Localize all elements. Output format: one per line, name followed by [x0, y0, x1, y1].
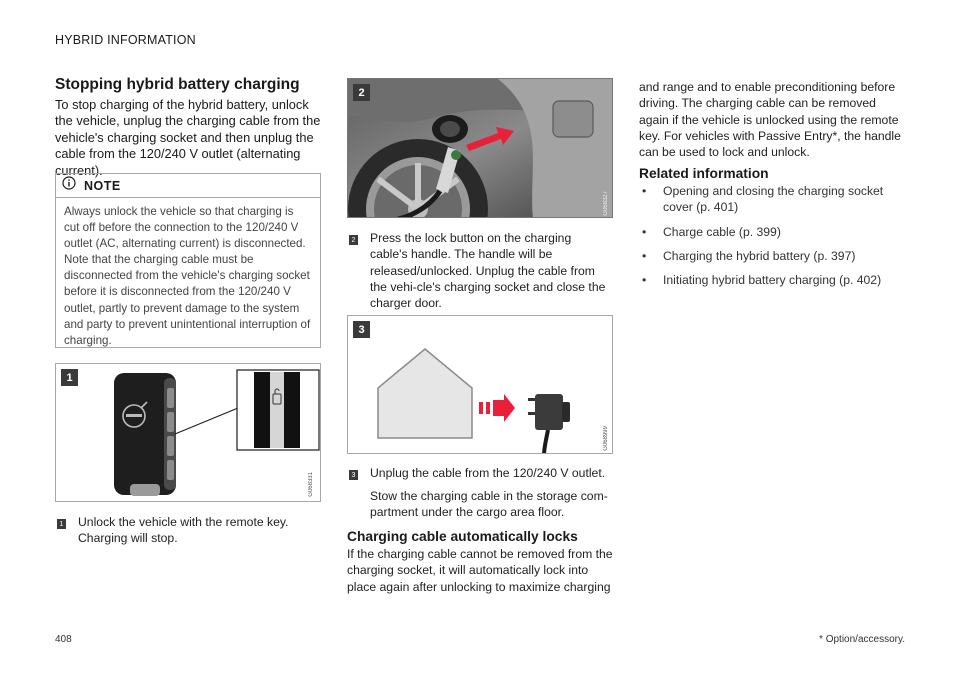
related-link-text[interactable]: Charging the hybrid battery (p. 397)	[663, 248, 856, 263]
related-heading: Related information	[639, 166, 769, 181]
step-number: 3	[349, 470, 358, 480]
wall-outlet-illustration	[348, 316, 613, 454]
remote-key-illustration	[56, 364, 321, 502]
note-text: Always unlock the vehicle so that charging is cut off before the connection to the 120/240 V outlet (AC, alternating current) is disconnected. Note that the charging cable must be disconnected from the vehicle's charging socket before it is disconnected from the 120/240 V outlet, partly to prevent damage to the system and party to prevent unintentional interruption of charging.	[64, 205, 311, 347]
section-header: HYBRID INFORMATION	[55, 33, 196, 47]
figure-code: G068999	[603, 426, 609, 451]
figure-wall-outlet	[347, 315, 613, 454]
paragraph: and range and to enable preconditioning before driving. The charging cable can be removed again if the vehicle is unlocked using the remote key. For vehicles with Passive Entry*, the handle can be used to lock and unlock.	[639, 80, 901, 160]
figure-number-badge: 2	[353, 84, 370, 101]
subsection-heading: Charging cable automatically locks	[347, 529, 578, 544]
figure-charging-socket	[347, 78, 613, 218]
related-link[interactable]	[639, 224, 909, 240]
bullet: •	[642, 184, 647, 198]
footnote: * Option/accessory.	[819, 634, 905, 645]
related-link-text[interactable]: Opening and closing the charging socket cover (p. 401)	[663, 184, 884, 215]
step-subtext: Stow the charging cable in the storage com-partment under the cargo area floor.	[370, 489, 608, 520]
bullet: •	[642, 248, 647, 263]
step-number: 2	[349, 235, 358, 245]
bullet: •	[642, 273, 647, 288]
related-link-text[interactable]: Initiating hybrid battery charging (p. 402)	[663, 273, 882, 288]
related-links-list	[639, 183, 909, 296]
intro-paragraph: To stop charging of the hybrid battery, unlock the vehicle, unplug the charging cable from the vehicle's charging socket and then unplug the cable from the 120/240 V outlet (alternating current).	[55, 97, 321, 178]
note-box	[55, 173, 321, 348]
step-number: 1	[57, 519, 66, 529]
step-text: Press the lock button on the charging cable's handle. The handle will be released/unlocked. Unplug the cable from the vehi-cle's charging socket and close the charger door.	[370, 231, 606, 311]
step-text: Unlock the vehicle with the remote key. Charging will stop.	[78, 515, 289, 546]
related-link-text[interactable]: Charge cable (p. 399)	[663, 224, 781, 239]
step-text: Unplug the cable from the 120/240 V outlet.	[370, 466, 606, 480]
figure-number-badge: 1	[61, 369, 78, 386]
paragraph: If the charging cable cannot be removed from the charging socket, it will automatically lock into place again after unlocking to maximize charging	[347, 547, 613, 594]
figure-code: G068331	[308, 472, 314, 497]
charging-socket-illustration	[348, 79, 613, 218]
figure-remote-key	[55, 363, 321, 502]
page-number: 408	[55, 634, 72, 645]
info-icon	[62, 176, 76, 195]
related-link[interactable]	[639, 248, 909, 264]
bullet: •	[642, 224, 647, 239]
related-link[interactable]	[639, 272, 909, 288]
figure-number-badge: 3	[353, 321, 370, 338]
related-link[interactable]	[639, 183, 909, 216]
note-title: NOTE	[84, 178, 121, 193]
figure-code: G068327	[603, 191, 609, 216]
section-heading: Stopping hybrid battery charging	[55, 76, 300, 93]
note-header	[56, 174, 320, 198]
